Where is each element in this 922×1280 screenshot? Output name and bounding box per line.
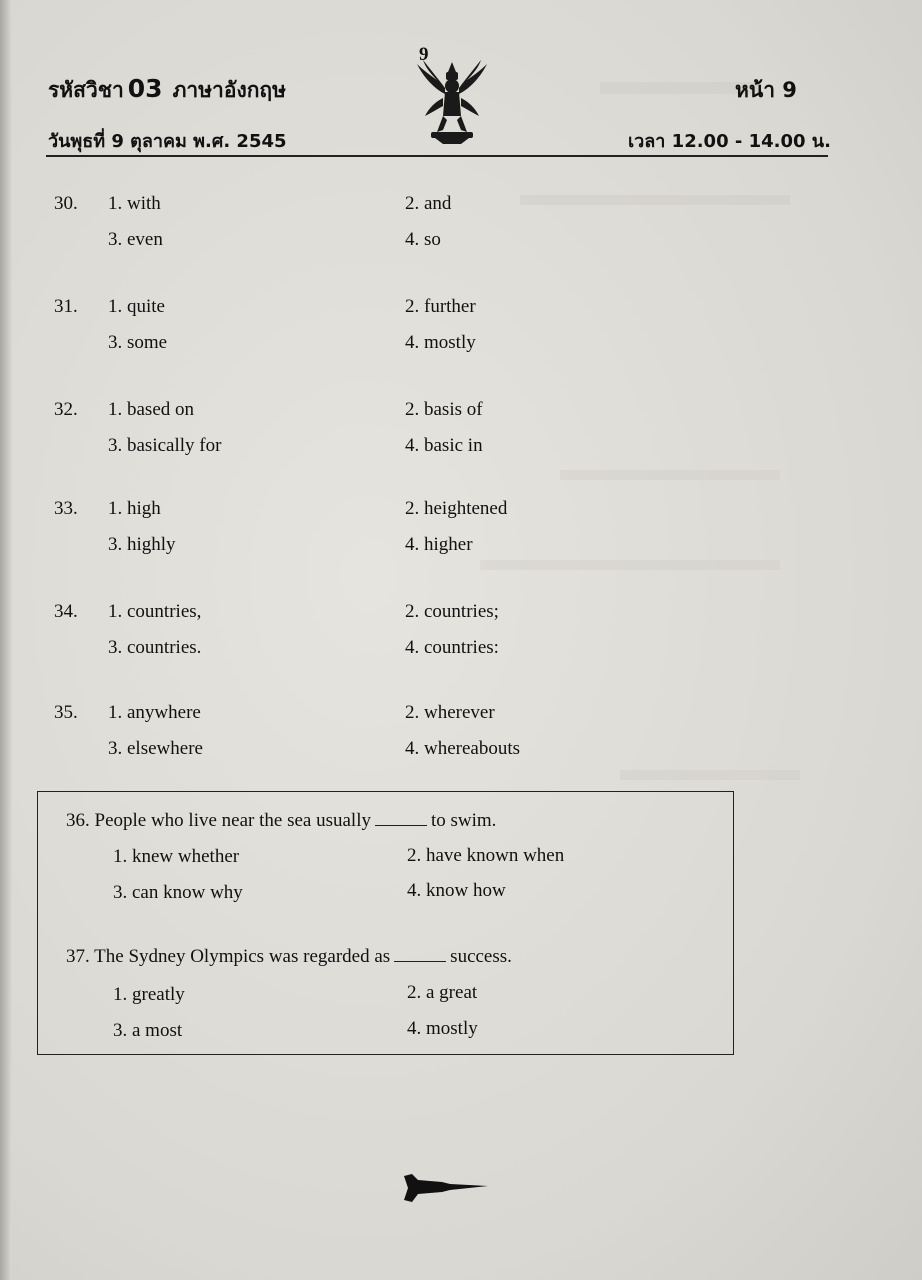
bleed-through-mark: [480, 560, 780, 570]
subject-code: 03: [127, 74, 163, 103]
answer-option[interactable]: 3. some: [108, 332, 168, 353]
answer-option[interactable]: 2. further: [405, 296, 476, 317]
answer-option[interactable]: 1. based on: [108, 399, 195, 420]
question-number: 33.: [54, 498, 78, 519]
bleed-through-mark: [620, 770, 800, 780]
bleed-through-mark: [560, 470, 780, 480]
answer-option[interactable]: 1. greatly: [113, 984, 185, 1005]
subject-code-label: รหัสวิชา: [48, 78, 124, 102]
answer-option[interactable]: 2. and: [405, 193, 452, 214]
answer-option[interactable]: 1. knew whether: [113, 846, 240, 867]
answer-option[interactable]: 2. a great: [407, 982, 478, 1003]
exam-time: เวลา 12.00 - 14.00 น.: [628, 131, 831, 152]
answer-option[interactable]: 2. wherever: [405, 702, 495, 723]
answer-option[interactable]: 3. countries.: [108, 637, 202, 658]
answer-option[interactable]: 1. anywhere: [108, 702, 201, 723]
answer-option[interactable]: 2. have known when: [407, 845, 565, 866]
answer-option[interactable]: 1. countries,: [108, 601, 202, 622]
bleed-through-mark: [520, 195, 790, 205]
answer-option[interactable]: 2. heightened: [405, 498, 508, 519]
subject-name: ภาษาอังกฤษ: [172, 78, 286, 102]
answer-option[interactable]: 4. whereabouts: [405, 738, 521, 759]
answer-option[interactable]: 4. higher: [405, 534, 473, 555]
question-stem-text: 36. People who live near the sea usually: [66, 810, 371, 831]
answer-option[interactable]: 4. mostly: [407, 1018, 478, 1039]
answer-blank: [375, 811, 427, 826]
continue-arrow-icon: [402, 1170, 492, 1206]
page-label: หน้า 9: [735, 78, 797, 102]
question-number: 34.: [54, 601, 78, 622]
answer-option[interactable]: 3. elsewhere: [108, 738, 203, 759]
answer-option[interactable]: 2. basis of: [405, 399, 483, 420]
question-number: 30.: [54, 193, 78, 214]
exam-date: วันพุธที่ 9 ตุลาคม พ.ศ. 2545: [48, 131, 287, 152]
question-stem-text: to swim.: [430, 810, 497, 831]
question-number: 35.: [54, 702, 78, 723]
header-rule: [46, 155, 828, 157]
question-stem: [66, 946, 512, 968]
answer-option[interactable]: 4. so: [405, 229, 441, 250]
answer-option[interactable]: 2. countries;: [405, 601, 499, 622]
answer-option[interactable]: 3. basically for: [108, 435, 222, 456]
answer-option[interactable]: 3. a most: [113, 1020, 183, 1041]
answer-option[interactable]: 1. with: [108, 193, 161, 214]
question-stem: [66, 810, 496, 832]
question-number: 31.: [54, 296, 78, 317]
answer-option[interactable]: 4. mostly: [405, 332, 476, 353]
answer-option[interactable]: 4. know how: [407, 880, 506, 901]
answer-option[interactable]: 1. quite: [108, 296, 165, 317]
question-stem-text: 37. The Sydney Olympics was regarded as: [66, 946, 391, 967]
answer-option[interactable]: 4. countries:: [405, 637, 499, 658]
page-edge-shadow: [0, 0, 12, 1280]
top-page-number: 9: [419, 44, 429, 65]
answer-option[interactable]: 1. high: [108, 498, 161, 519]
answer-option[interactable]: 3. can know why: [113, 882, 243, 903]
answer-blank: [394, 947, 446, 962]
answer-option[interactable]: 3. highly: [108, 534, 176, 555]
question-number: 32.: [54, 399, 78, 420]
question-stem-text: success.: [450, 946, 512, 967]
subject-code-line: [48, 74, 286, 107]
answer-option[interactable]: 4. basic in: [405, 435, 483, 456]
garuda-emblem-icon: [413, 58, 491, 146]
answer-option[interactable]: 3. even: [108, 229, 163, 250]
